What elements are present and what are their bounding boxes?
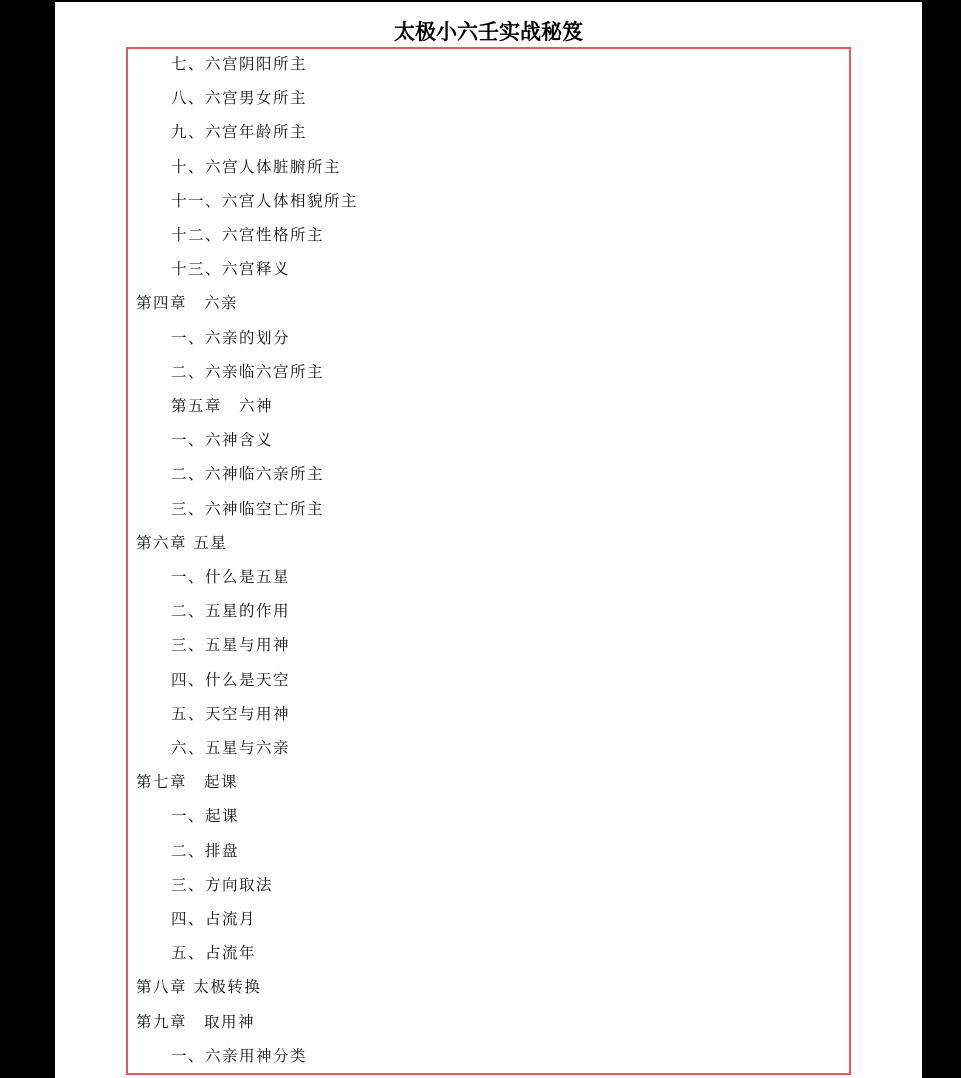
toc-entry: 一、什么是五星 (171, 568, 291, 586)
toc-frame (126, 47, 851, 1075)
toc-chapter: 第七章 起课 (136, 773, 239, 792)
toc-entry: 四、占流月 (171, 910, 257, 928)
document-title: 太极小六壬实战秘笈 (394, 19, 583, 44)
toc-entry: 八、六宫男女所主 (171, 89, 308, 108)
toc-entry: 十二、六宫性格所主 (171, 226, 325, 244)
toc-chapter: 第八章 太极转换 (136, 978, 262, 997)
toc-entry: 六、五星与六亲 (171, 739, 291, 757)
toc-entry: 九、六宫年龄所主 (171, 123, 308, 142)
toc-entry: 五、天空与用神 (171, 704, 291, 723)
toc-entry: 一、六亲用神分类 (171, 1046, 308, 1065)
toc-entry: 五、占流年 (171, 944, 257, 963)
toc-entry: 三、六神临空亡所主 (171, 499, 325, 518)
toc-entry: 二、六神临六亲所主 (171, 465, 325, 484)
toc-entry: 十三、六宫释义 (171, 260, 291, 279)
toc-entry: 十一、六宫人体相貌所主 (171, 191, 359, 210)
toc-entry: 二、排盘 (171, 841, 240, 860)
toc-entry: 二、六亲临六宫所主 (171, 362, 325, 381)
toc-entry: 十、六宫人体脏腑所主 (171, 157, 342, 176)
document-page (55, 2, 922, 1078)
toc-chapter: 第四章 六亲 (136, 294, 239, 313)
toc-entry: 七、六宫阴阳所主 (171, 55, 308, 73)
toc-entry: 一、六神含义 (171, 431, 274, 450)
toc-entry: 第五章 六神 (171, 397, 274, 415)
toc-entry: 二、五星的作用 (171, 602, 291, 621)
toc-entry: 三、方向取法 (171, 875, 274, 894)
toc-entry: 四、什么是天空 (171, 670, 291, 689)
toc-chapter: 第九章 取用神 (136, 1012, 256, 1031)
toc-chapter: 第六章 五星 (136, 533, 228, 552)
toc-entry: 一、六亲的划分 (171, 328, 291, 347)
toc-entry: 一、起课 (171, 807, 240, 826)
toc-entry: 三、五星与用神 (171, 636, 291, 655)
